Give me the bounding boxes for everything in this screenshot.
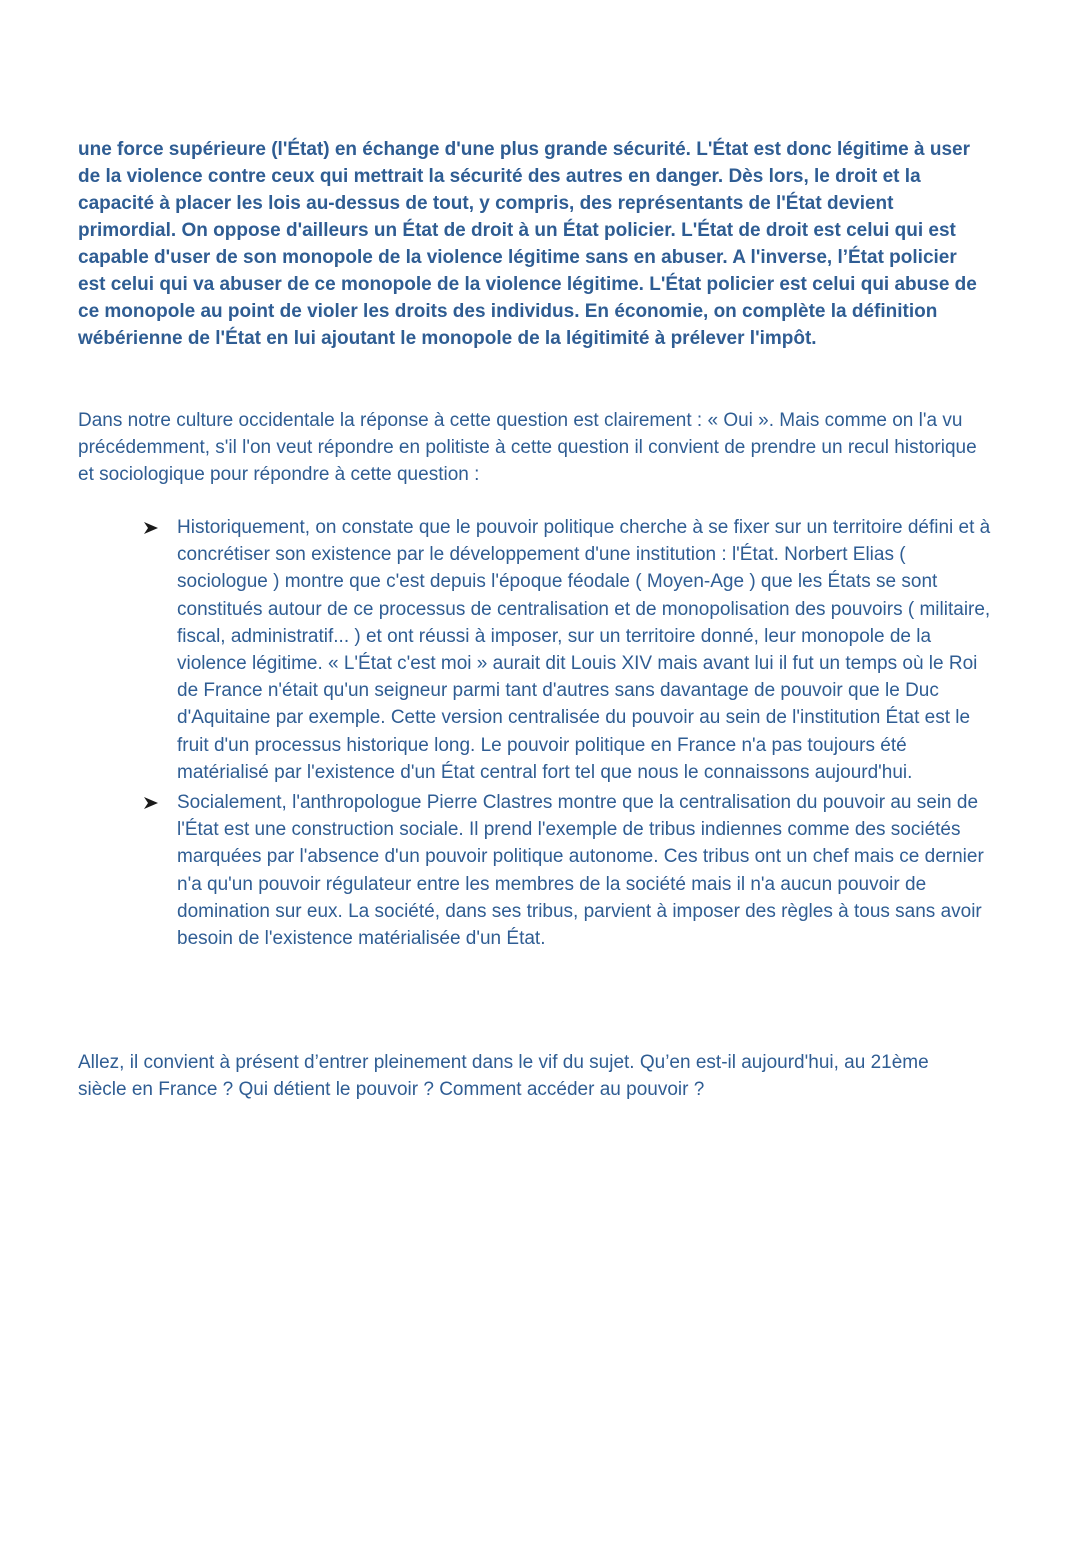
bold-paragraph: une force supérieure (l'État) en échange d'une plus grande sécurité. L'État est donc légitime à user de la violence contre ceux qui mettrait la sécurité des autres en danger. Dès lors, le droit et la capacité à placer les lois au-dessus de tout, y compris, des représentants de l'État devient primordial. On oppose d'ailleurs un État de droit à un État policier. L'État de droit est celui qui est capable d'user de son monopole de la violence légitime sans en abuser. A l'inverse, l’État policier est celui qui va abuser de ce monopole de la violence légitime. L'État policier est celui qui abuse de ce monopole au point de violer les droits des individus. En économie, on complète la définition wébérienne de l'État en lui ajoutant le monopole de la légitimité à prélever l'impôt. bbox=[78, 139, 977, 349]
list-item-text: Historiquement, on constate que le pouvoir politique cherche à se fixer sur un territoire défini et à concrétiser son existence par le développement d'une institution : l'État. Norbert Elias ( sociologue ) montre que c'est depuis l'époque féodale ( Moyen-Age ) que les États se sont constitués autour de ce processus de centralisation et de monopolisation des pouvoirs ( militaire, fiscal, administratif... ) et ont réussi à imposer, sur un territoire donné, leur monopole de la violence légitime. « L'État c'est moi » aurait dit Louis XIV mais avant lui il fut un temps où le Roi de France n'était qu'un seigneur parmi tant d'autres sans davantage de pouvoir que le Duc d'Aquitaine par exemple. Cette version centralisée du pouvoir au sein de l'institution État est le fruit d'un processus historique long. Le pouvoir politique en France n'a pas toujours été matérialisé par l'existence d'un État central fort tel que nous le connaissons aujourd'hui. bbox=[177, 517, 991, 783]
closing-paragraph: Allez, il convient à présent d’entrer pleinement dans le vif du sujet. Qu’en est-il aujourd'hui, au 21ème siècle en France ? Qui détient le pouvoir ? Comment accéder au pouvoir ? bbox=[78, 1052, 929, 1100]
intro-paragraph: Dans notre culture occidentale la réponse à cette question est clairement : « Oui ». Mais comme on l'a vu précédemment, s'il l'on veut répondre en politiste à cette question il convient de prendre un recul historique et sociologique pour répondre à cette question : bbox=[78, 410, 977, 485]
list-item bbox=[140, 789, 1000, 952]
list-item-text: Socialement, l'anthropologue Pierre Clastres montre que la centralisation du pouvoir au sein de l'État est une construction sociale. Il prend l'exemple de tribus indiennes comme des sociétés marquées par l'absence d'un pouvoir politique autonome. Ces tribus ont un chef mais ce dernier n'a qu'un pouvoir régulateur entre les membres de la société mais il n'a aucun pouvoir de domination sur eux. La société, dans ses tribus, parvient à imposer des règles à tous sans avoir besoin de l'existence matérialisée d'un État. bbox=[177, 792, 984, 950]
arrow-bullet-icon bbox=[140, 514, 160, 541]
bullet-list bbox=[140, 514, 1000, 955]
list-item bbox=[140, 514, 1000, 786]
arrow-bullet-icon bbox=[140, 789, 160, 816]
